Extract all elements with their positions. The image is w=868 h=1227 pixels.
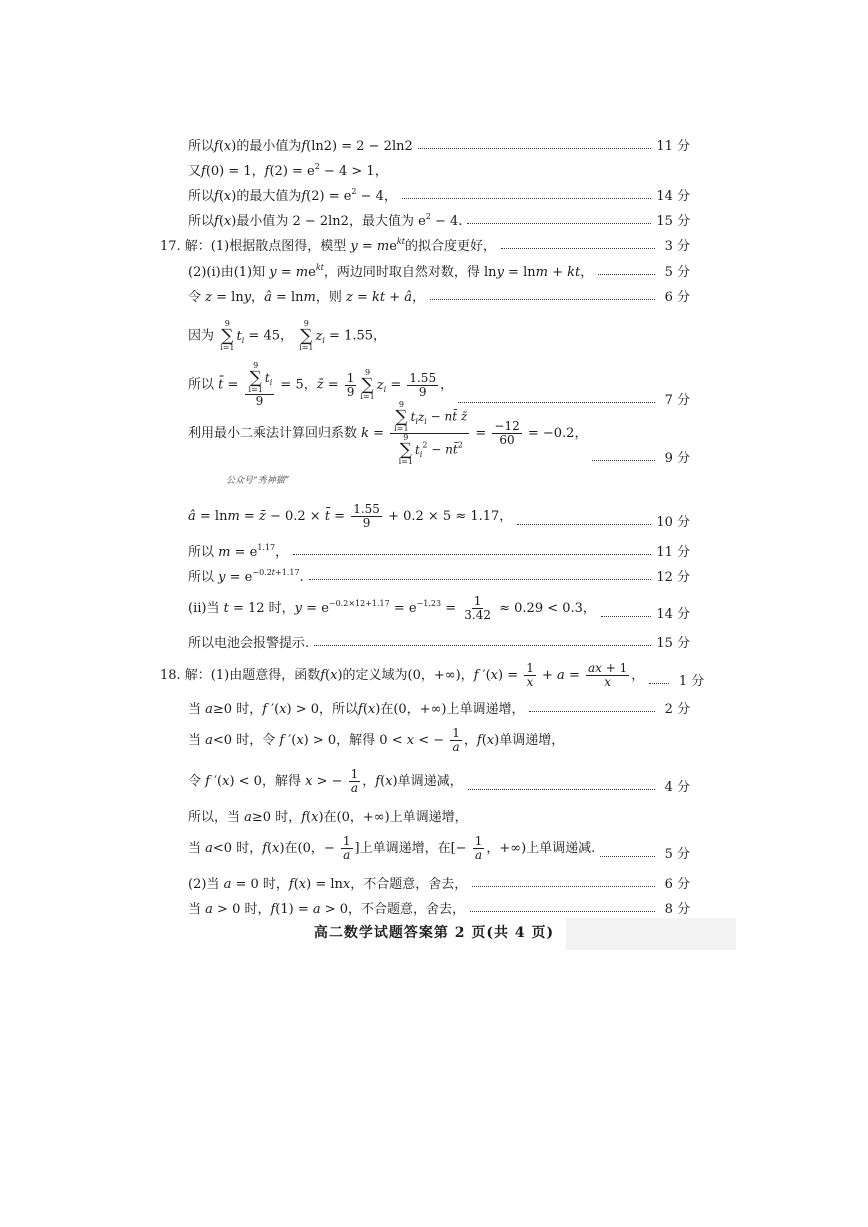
score-points: 4 分 — [664, 780, 690, 795]
problem-17-line-1: 17. 解：(1)根据散点图得，模型 $y = me^{kt}$的拟合度更好， 3 分 — [160, 237, 690, 254]
line-17: 当 a≥0 时，f ′(x) > 0，所以f(x)在(0，+∞)上单调递增， 2 分 — [188, 691, 690, 717]
line-15: 所以电池会报警提示. 15 分 — [188, 625, 690, 651]
line-13: 所以 $y = e^{-0.2t+1.17}$. 12 分 — [188, 568, 690, 585]
score-points: 6 分 — [664, 290, 690, 305]
score-points: 5 分 — [664, 265, 690, 280]
score-points: 15 分 — [656, 636, 690, 651]
line-18: 当 a<0 时，令 f ′(x) > 0，解得 0 < x < − $\frac{1}{a}$ ，f(x)单调递增， — [188, 726, 565, 754]
score-points: 5 分 — [664, 847, 690, 862]
score-points: 9 分 — [664, 451, 690, 466]
line-11: â = lnm = z̄ − 0.2 × t̄ = $\frac{1.55}{9}$ + 0.2 × 5 ≈ 1.17， 10 分 — [188, 502, 690, 530]
line-12: 所以 $m = e^{1.17}$， 11 分 — [188, 543, 690, 560]
score-points: 7 分 — [664, 393, 690, 408]
line-21: 当 a<0 时，f(x)在(0，− $\frac{1}{a}$ ]上单调递增，在[− $\frac{1}{a}$ ，+∞)上单调递减. 5 分 — [188, 834, 690, 862]
score-points: 14 分 — [656, 607, 690, 622]
line-10: 利用最小二乘法计算回归系数 k = 9 ∑ i=1 $t_iz_i$ − nt̄ z̄ 9 ∑ i=1 $t_i^2$ − nt̄$^2$ = $\frac{-12}{60}$ = −0.2， 9 分 — [188, 400, 690, 466]
line-7: 令 z = lny，â = lnm，则 z = kt + â， 6 分 — [188, 279, 690, 305]
score-points: 14 分 — [656, 189, 690, 204]
score-points: 11 分 — [656, 139, 690, 154]
score-points: 1 分 — [678, 674, 705, 689]
score-points: 15 分 — [656, 214, 690, 229]
score-points: 3 分 — [664, 239, 690, 254]
line-20: 所以，当 a≥0 时，f(x)在(0，+∞)上单调递增， — [188, 810, 468, 825]
watermark-note: 公众号“秀神猫” — [226, 476, 290, 486]
line-23: 当 a > 0 时，f(1) = a > 0，不合题意，舍去， 8 分 — [188, 891, 690, 917]
line-3: 所以f(x)的最大值为$f(2) = e^2 - 4$， 14 分 — [188, 187, 690, 204]
problem-18-line-1: 18. 解：(1)由题意得，函数f(x)的定义域为(0，+∞)，f ′(x) = $\frac{1}{x}$ + a = $\frac{ax + 1}{x}$ ， 1 分 — [160, 661, 705, 689]
line-1: 所以f(x)的最小值为f(ln2) = 2 − 2ln2 11 分 — [188, 128, 690, 154]
score-points: 8 分 — [664, 902, 690, 917]
line-14: (ⅱ)当 t = 12 时，$y = e^{-0.2\times 12+1.17} = e^{-1.23}$ = $\frac{1}{3.42}$ ≈ 0.29 < 0.3， 14 分 — [188, 594, 690, 622]
score-points: 12 分 — [656, 570, 690, 585]
line-2: 又f(0) = 1，$f(2) = e^2 - 4 > 1$， — [188, 162, 388, 179]
line-8: 因为 9 ∑ i=1 $t_i = 45$， 9 ∑ i=1 $z_i = 1.55$， — [188, 319, 387, 352]
line-9: 所以 t̄ = 9 ∑ i=1 $t_i$ 9 = 5，z̄ = $\frac{1}{9}$ 9 ∑ i=1 $z_i$ = $\frac{1.55}{9}$ ， 7 分 — [188, 361, 690, 408]
score-points: 6 分 — [664, 877, 690, 892]
page-footer: 高二数学试题答案第 2 页(共 4 页) — [313, 925, 555, 941]
score-points: 2 分 — [664, 702, 690, 717]
score-points: 10 分 — [656, 515, 690, 530]
line-4: 所以f(x)最小值为 2 − 2ln2，最大值为 $e^2 - 4$. 15 分 — [188, 212, 690, 229]
line-19: 令 f ′(x) < 0，解得 x > − $\frac{1}{a}$ ，f(x)单调递减， 4 分 — [188, 767, 690, 795]
line-22: (2)当 a = 0 时，f(x) = lnx，不合题意，舍去， 6 分 — [188, 866, 690, 892]
score-points: 11 分 — [656, 545, 690, 560]
line-6: (2)(ⅰ)由(1)知 $y = me^{kt}$，两边同时取自然对数，得 lny = lnm + kt， 5 分 — [188, 263, 690, 280]
